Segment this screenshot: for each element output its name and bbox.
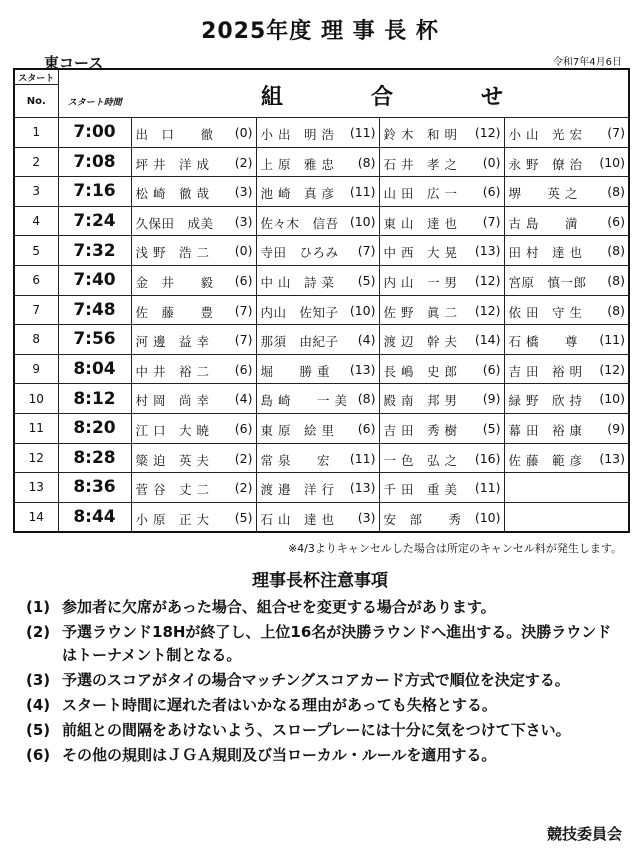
player-name: 佐 藤 範 彦 [508, 452, 583, 468]
table-row [14, 147, 629, 177]
player-cell [379, 325, 504, 355]
start-time: 7:48 [58, 295, 131, 325]
player-name: 簗 迫 英 夫 [135, 452, 210, 468]
table-row [14, 295, 629, 325]
player-cell [504, 206, 629, 236]
player-handicap: (10) [599, 391, 625, 407]
player-handicap: (13) [349, 361, 376, 377]
player-name: 出 口 徹 [135, 127, 214, 142]
player-handicap: (2) [234, 450, 253, 466]
start-time: 7:32 [58, 236, 131, 266]
player-name: 永 野 僚 治 [508, 156, 583, 172]
player-name: 幕 田 裕 康 [508, 422, 583, 438]
player-cell [504, 265, 629, 295]
player-cell [256, 325, 379, 355]
notes-title: 理事長杯注意事項 [252, 571, 388, 591]
start-time: 8:12 [58, 384, 131, 414]
player-handicap: (13) [349, 480, 376, 496]
note-number: (2) [26, 623, 51, 641]
player-handicap: (6) [482, 361, 501, 377]
player-cell [256, 354, 379, 384]
group-number: 11 [14, 413, 58, 443]
table-row [14, 473, 629, 503]
player-handicap: (11) [349, 184, 376, 200]
player-name: 常 泉 宏 [260, 452, 330, 468]
group-number: 10 [14, 384, 58, 414]
player-cell [504, 354, 629, 384]
player-handicap: (6) [234, 361, 253, 377]
player-cell [379, 236, 504, 266]
player-name: 石 井 孝 之 [383, 156, 458, 172]
player-cell [379, 206, 504, 236]
player-handicap: (10) [474, 509, 501, 525]
group-number: 1 [14, 118, 58, 148]
player-cell [256, 384, 379, 414]
player-cell [131, 118, 256, 148]
start-time: 8:20 [58, 413, 131, 443]
player-name: 菅 谷 丈 二 [135, 482, 210, 498]
player-name: 石 山 達 也 [260, 511, 335, 527]
player-handicap: (2) [234, 154, 253, 170]
header-pairings [131, 69, 629, 118]
player-name: 坪 井 洋 成 [135, 156, 210, 172]
player-handicap: (11) [474, 480, 501, 496]
player-name: 吉 田 秀 樹 [383, 422, 458, 438]
player-name: 佐々木 信吾 [260, 215, 339, 231]
start-time: 7:24 [58, 206, 131, 236]
group-number: 13 [14, 473, 58, 503]
player-cell [379, 502, 504, 532]
note-item [26, 669, 626, 692]
player-handicap: (8) [357, 154, 376, 170]
player-cell [504, 325, 629, 355]
player-cell [504, 384, 629, 414]
header-no: No. [14, 85, 58, 118]
page-title: 2025年度 理 事 長 杯 [201, 19, 439, 44]
event-date: 令和7年4月6日 [552, 57, 622, 68]
group-number: 4 [14, 206, 58, 236]
player-name: 一 色 弘 之 [383, 452, 458, 468]
player-handicap: (10) [349, 302, 376, 318]
note-item [26, 694, 626, 717]
player-name: 寺田 ひろみ [260, 245, 339, 261]
player-handicap: (11) [349, 450, 376, 466]
start-time: 7:00 [58, 118, 131, 148]
player-cell [256, 295, 379, 325]
player-handicap: (12) [474, 272, 501, 288]
group-number: 6 [14, 265, 58, 295]
table-row [14, 384, 629, 414]
player-name: 山 田 広 一 [383, 186, 458, 202]
notes-list [26, 596, 626, 769]
player-cell [379, 413, 504, 443]
player-name: 古 島 満 [508, 215, 578, 231]
player-name: 中 西 大 晃 [383, 245, 458, 261]
player-name: 小 原 正 大 [135, 511, 210, 527]
table-row [14, 236, 629, 266]
player-cell [256, 147, 379, 177]
player-name: 河 邊 益 幸 [135, 334, 210, 350]
player-handicap: (7) [482, 213, 501, 229]
signature: 競技委員会 [546, 825, 622, 843]
group-number: 8 [14, 325, 58, 355]
note-number: (4) [26, 696, 51, 714]
player-cell [379, 177, 504, 207]
player-handicap: (4) [357, 332, 376, 348]
player-cell [131, 177, 256, 207]
pairing-table [13, 68, 630, 533]
player-handicap: (7) [234, 332, 253, 348]
player-name: 緑 野 欣 持 [508, 393, 583, 409]
player-name: 田 村 達 也 [508, 245, 583, 261]
player-name: 金 井 毅 [135, 274, 214, 290]
player-handicap: (10) [349, 213, 376, 229]
player-handicap: (8) [607, 243, 625, 259]
player-cell [504, 473, 629, 503]
table-row [14, 502, 629, 532]
player-cell [504, 502, 629, 532]
player-name: 内山 佐知子 [260, 304, 339, 320]
player-name: 小 出 明 浩 [260, 127, 335, 142]
player-name: 浅 野 浩 二 [135, 245, 210, 261]
player-cell [131, 295, 256, 325]
player-name: 石 橋 尊 [508, 334, 578, 350]
player-cell [504, 443, 629, 473]
note-text: 参加者に欠席があった場合、組合せを変更する場合があります。 [62, 598, 496, 616]
player-handicap: (10) [599, 154, 625, 170]
player-name: 島 崎 一 美 [260, 393, 348, 409]
header-start: スタート [14, 69, 58, 85]
player-name: 東 原 絵 里 [260, 422, 335, 438]
player-handicap: (2) [234, 480, 253, 496]
start-time: 8:36 [58, 473, 131, 503]
player-name: 池 崎 真 彦 [260, 186, 335, 202]
player-name: 長 嶋 史 郎 [383, 363, 458, 379]
player-cell [504, 295, 629, 325]
player-handicap: (9) [607, 420, 625, 436]
note-item [26, 719, 626, 742]
player-name: 中 井 裕 二 [135, 363, 210, 379]
player-name: 内 山 一 男 [383, 274, 458, 290]
player-handicap: (5) [234, 509, 253, 525]
note-number: (5) [26, 721, 51, 739]
player-cell [504, 147, 629, 177]
player-name: 佐 藤 豊 [135, 304, 214, 320]
player-handicap: (7) [607, 125, 625, 140]
player-cell [256, 473, 379, 503]
player-name: 佐 野 眞 二 [383, 304, 458, 320]
player-handicap: (3) [234, 184, 253, 200]
note-text: 前組との間隔をあけないよう、スロープレーには十分に気をつけて下さい。 [62, 721, 571, 739]
start-time: 8:44 [58, 502, 131, 532]
player-cell [256, 413, 379, 443]
table-row [14, 413, 629, 443]
player-cell [379, 147, 504, 177]
player-cell [379, 118, 504, 148]
player-cell [256, 265, 379, 295]
player-handicap: (8) [357, 391, 376, 407]
player-cell [256, 118, 379, 148]
player-name: 東 山 達 也 [383, 215, 458, 231]
player-handicap: (8) [607, 302, 625, 318]
header-start-time: スタート時間 [67, 98, 122, 108]
player-cell [379, 265, 504, 295]
player-handicap: (0) [234, 125, 253, 140]
player-cell [256, 502, 379, 532]
header-kumi-2: 合 [371, 85, 394, 110]
player-cell [131, 354, 256, 384]
player-cell [131, 413, 256, 443]
note-text: スタート時間に遅れた者はいかなる理由があっても失格とする。 [62, 696, 497, 714]
player-cell [504, 413, 629, 443]
player-name: 村 岡 尚 幸 [135, 393, 210, 409]
player-cell [379, 473, 504, 503]
player-handicap: (6) [482, 184, 501, 200]
note-item [26, 744, 626, 767]
player-cell [504, 236, 629, 266]
player-handicap: (5) [482, 420, 501, 436]
player-name: 吉 田 裕 明 [508, 363, 583, 379]
player-cell [131, 384, 256, 414]
start-time: 8:04 [58, 354, 131, 384]
player-handicap: (8) [607, 184, 625, 200]
player-cell [131, 325, 256, 355]
table-row [14, 265, 629, 295]
player-cell [379, 295, 504, 325]
start-time: 7:16 [58, 177, 131, 207]
player-handicap: (7) [234, 302, 253, 318]
table-row [14, 354, 629, 384]
player-cell [256, 236, 379, 266]
player-cell [379, 384, 504, 414]
group-number: 5 [14, 236, 58, 266]
player-handicap: (0) [482, 154, 501, 170]
start-time: 7:56 [58, 325, 131, 355]
course-name: 東コース [44, 54, 104, 72]
player-cell [131, 443, 256, 473]
player-handicap: (0) [234, 243, 253, 259]
player-name: 鈴 木 和 明 [383, 127, 458, 142]
table-row [14, 177, 629, 207]
player-name: 安 部 秀 [383, 511, 462, 527]
player-name: 殿 南 邦 男 [383, 393, 458, 409]
note-number: (6) [26, 746, 51, 764]
table-row [14, 443, 629, 473]
cancel-note: ※4/3よりキャンセルした場合は所定のキャンセル料が発生します。 [287, 542, 622, 555]
player-handicap: (14) [474, 332, 501, 348]
player-name: 宮原 慎一郎 [508, 274, 587, 290]
group-number: 3 [14, 177, 58, 207]
note-text: 予選のスコアがタイの場合マッチングスコアカード方式で順位を決定する。 [62, 671, 570, 689]
player-name: 江 口 大 暁 [135, 422, 210, 438]
note-number: (1) [26, 598, 51, 616]
player-cell [379, 443, 504, 473]
player-name: 渡 辺 幹 夫 [383, 334, 458, 350]
player-name: 千 田 重 美 [383, 482, 458, 498]
player-cell [131, 206, 256, 236]
player-name: 依 田 守 生 [508, 304, 583, 320]
player-handicap: (5) [357, 272, 376, 288]
player-name: 堺 英 之 [508, 186, 578, 202]
player-cell [379, 354, 504, 384]
player-handicap: (13) [474, 243, 501, 259]
player-cell [131, 265, 256, 295]
player-cell [256, 443, 379, 473]
player-name: 小 山 光 宏 [508, 127, 583, 142]
player-name: 那須 由紀子 [260, 334, 339, 350]
player-handicap: (8) [607, 272, 625, 288]
player-handicap: (4) [234, 391, 253, 407]
player-handicap: (7) [357, 243, 376, 259]
start-time: 8:28 [58, 443, 131, 473]
group-number: 2 [14, 147, 58, 177]
start-time: 7:08 [58, 147, 131, 177]
player-cell [504, 118, 629, 148]
table-row [14, 118, 629, 148]
player-handicap: (6) [234, 272, 253, 288]
note-item [26, 596, 626, 619]
player-name: 堀 勝 重 [260, 363, 330, 379]
note-number: (3) [26, 671, 51, 689]
player-cell [131, 147, 256, 177]
player-handicap: (11) [599, 332, 625, 348]
player-cell [256, 206, 379, 236]
player-name: 中 山 詩 菜 [260, 274, 335, 290]
player-handicap: (12) [474, 302, 501, 318]
table-row [14, 206, 629, 236]
table-row [14, 325, 629, 355]
player-handicap: (13) [599, 450, 625, 466]
player-cell [131, 473, 256, 503]
header-kumi-1: 組 [261, 85, 284, 110]
player-handicap: (16) [474, 450, 501, 466]
player-cell [131, 236, 256, 266]
header-kumi-3: せ [481, 85, 504, 110]
player-handicap: (6) [357, 420, 376, 436]
note-item [26, 621, 626, 667]
player-handicap: (12) [599, 361, 625, 377]
start-time: 7:40 [58, 265, 131, 295]
player-name: 松 崎 徹 哉 [135, 186, 210, 202]
player-handicap: (12) [474, 125, 501, 140]
player-cell [256, 177, 379, 207]
player-cell [504, 177, 629, 207]
player-handicap: (6) [607, 213, 625, 229]
player-handicap: (3) [357, 509, 376, 525]
player-handicap: (6) [234, 420, 253, 436]
group-number: 7 [14, 295, 58, 325]
player-name: 久保田 成美 [135, 215, 214, 231]
note-text: その他の規則はＪＧＡ規則及び当ローカル・ルールを適用する。 [62, 746, 497, 764]
player-handicap: (3) [234, 213, 253, 229]
player-name: 渡 邉 洋 行 [260, 482, 335, 498]
player-name: 上 原 雅 忠 [260, 156, 335, 172]
group-number: 12 [14, 443, 58, 473]
player-handicap: (9) [482, 391, 501, 407]
player-cell [131, 502, 256, 532]
group-number: 14 [14, 502, 58, 532]
player-handicap: (11) [349, 125, 376, 140]
group-number: 9 [14, 354, 58, 384]
note-text: 予選ラウンド18Hが終了し、上位16名が決勝ラウンドへ進出する。決勝ラウンドはトーナメント制となる。 [62, 623, 612, 664]
